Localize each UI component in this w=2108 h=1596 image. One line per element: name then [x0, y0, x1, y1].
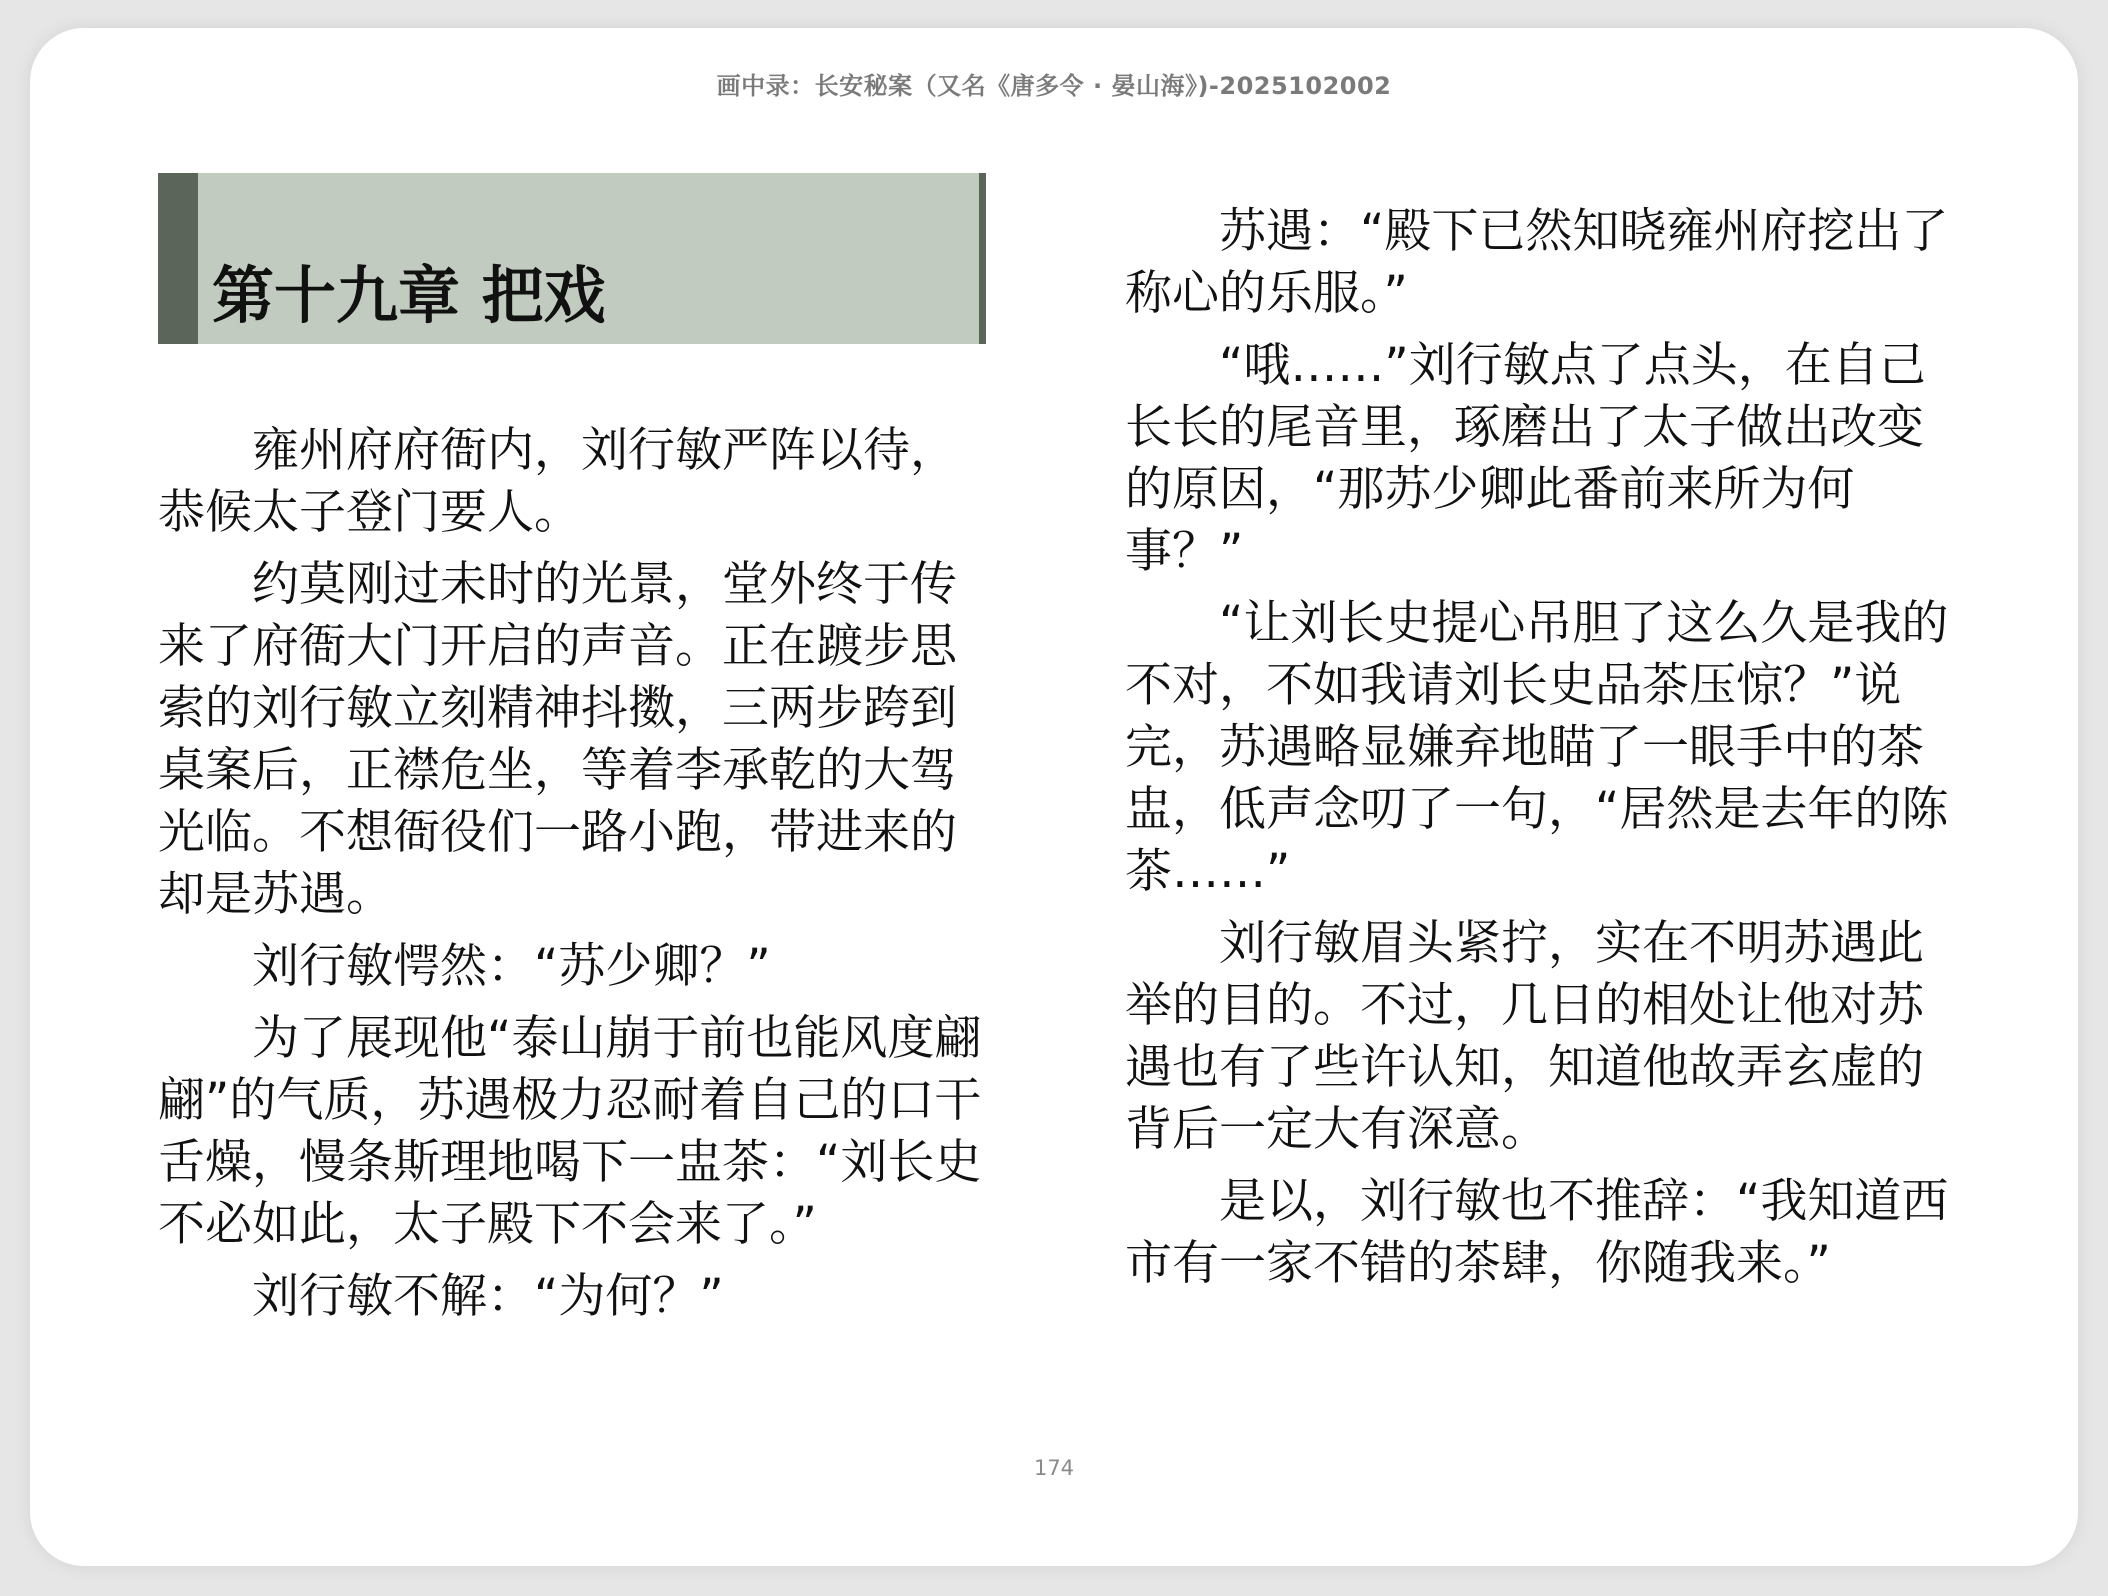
paragraph: 为了展现他“泰山崩于前也能风度翩翩”的气质，苏遇极力忍耐着自己的口干舌燥，慢条斯理地喝下一盅茶：“刘长史不必如此，太子殿下不会来了。” — [158, 1011, 982, 1252]
left-column-text — [158, 420, 986, 1338]
page-number: 174 — [1033, 1456, 1075, 1480]
book-page — [30, 28, 2078, 1566]
paragraph: 刘行敏眉头紧拧，实在不明苏遇此举的目的。不过，几日的相处让他对苏遇也有了些许认知，知道他故弄玄虚的背后一定大有深意。 — [1125, 916, 1924, 1157]
chapter-accent-bar — [158, 173, 198, 344]
paragraph: 雍州府府衙内，刘行敏严阵以待，恭候太子登门要人。 — [158, 423, 957, 540]
chapter-edge-bar — [979, 173, 986, 344]
paragraph: 刘行敏愕然：“苏少卿？” — [252, 939, 771, 994]
chapter-title: 第十九章 把戏 — [212, 259, 606, 332]
chapter-header — [158, 173, 986, 344]
paragraph: 约莫刚过未时的光景，堂外终于传来了府衙大门开启的声音。正在踱步思索的刘行敏立刻精神抖擞，三两步跨到桌案后，正襟危坐，等着李承乾的大驾光临。不想衙役们一路小跑，带进来的却是苏遇。 — [158, 557, 957, 922]
paragraph: “让刘长史提心吊胆了这么久是我的不对，不如我请刘长史品茶压惊？”说完，苏遇略显嫌弃地瞄了一眼手中的茶盅，低声念叨了一句，“居然是去年的陈茶……” — [1125, 596, 1949, 899]
right-column-text — [1125, 201, 1965, 1305]
paragraph: 苏遇：“殿下已然知晓雍州府挖出了称心的乐服。” — [1125, 204, 1949, 321]
running-title: 画中录：长安秘案（又名《唐多令 · 晏山海》)-2025102002 — [716, 72, 1392, 100]
paragraph: 刘行敏不解：“为何？” — [252, 1269, 724, 1324]
paragraph: “哦……”刘行敏点了点头，在自己长长的尾音里，琢磨出了太子做出改变的原因，“那苏少卿此番前来所为何事？” — [1125, 338, 1926, 579]
paragraph: 是以，刘行敏也不推辞：“我知道西市有一家不错的茶肆，你随我来。” — [1125, 1174, 1949, 1291]
